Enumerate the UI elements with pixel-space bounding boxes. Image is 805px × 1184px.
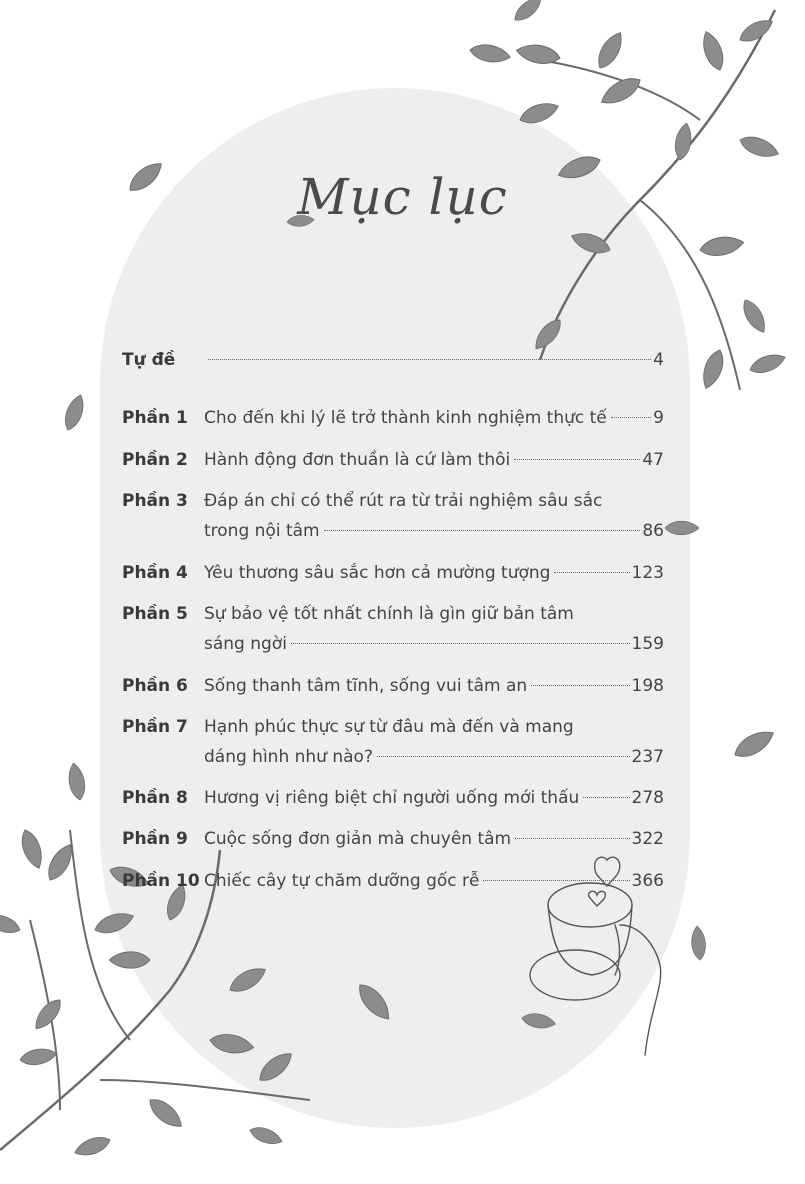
toc-title-cont: trong nội tâm [204, 521, 320, 541]
toc-line [204, 866, 664, 896]
toc-title: Hạnh phúc thực sự từ đâu mà đến và mang [204, 717, 574, 737]
toc-line [204, 629, 664, 659]
page-number: 278 [631, 788, 664, 808]
toc-label: Phần 7 [122, 717, 188, 737]
toc-line [204, 558, 664, 588]
page-number: 322 [631, 829, 664, 849]
toc-line [204, 783, 664, 813]
toc-line [204, 516, 664, 546]
toc-line [204, 824, 664, 854]
toc-line [204, 599, 664, 629]
page-number: 4 [653, 350, 664, 370]
page-number: 366 [631, 871, 664, 891]
page-number: 237 [631, 747, 664, 767]
leader-dots [208, 359, 651, 360]
leader-dots [554, 572, 629, 573]
page-number: 9 [653, 408, 664, 428]
toc-label: Phần 9 [122, 829, 188, 849]
toc-label: Phần 4 [122, 563, 188, 583]
leader-dots [291, 643, 630, 644]
leader-dots [377, 756, 630, 757]
toc-line [204, 445, 664, 475]
leader-dots [483, 880, 629, 881]
toc-line [204, 671, 664, 701]
toc-title-cont: sáng ngời [204, 634, 287, 654]
page-number: 198 [631, 676, 664, 696]
toc-title: Cho đến khi lý lẽ trở thành kinh nghiệm thực tế [204, 408, 607, 428]
leader-dots [324, 530, 641, 531]
toc-title: Sống thanh tâm tĩnh, sống vui tâm an [204, 676, 528, 696]
toc-title: Hương vị riêng biệt chỉ người uống mới thấu [204, 788, 580, 808]
leader-dots [515, 838, 629, 839]
toc-line [204, 712, 664, 742]
toc-line [204, 742, 664, 772]
page-number: 123 [631, 563, 664, 583]
toc-title: Đáp án chỉ có thể rút ra từ trải nghiệm sâu sắc [204, 491, 603, 511]
leader-dots [531, 685, 629, 686]
page-number: 159 [631, 634, 664, 654]
toc-line [204, 403, 664, 433]
toc-title-cont: dáng hình như nào? [204, 747, 373, 767]
toc-label: Phần 6 [122, 676, 188, 696]
toc-label: Phần 8 [122, 788, 188, 808]
toc-title: Chiếc cây tự chăm dưỡng gốc rễ [204, 871, 480, 891]
leader-dots [583, 797, 629, 798]
toc-title: Yêu thương sâu sắc hơn cả mường tượng [204, 563, 551, 583]
toc-title: Cuộc sống đơn giản mà chuyên tâm [204, 829, 512, 849]
toc-label: Phần 5 [122, 604, 188, 624]
toc-line [204, 345, 664, 375]
leader-dots [611, 417, 651, 418]
leader-dots [514, 459, 640, 460]
page-number: 47 [642, 450, 664, 470]
toc-title: Hành động đơn thuần là cứ làm thôi [204, 450, 511, 470]
page-title: Mục lục [297, 168, 508, 226]
toc-label: Phần 10 [122, 871, 200, 891]
toc-label: Phần 2 [122, 450, 188, 470]
toc-title: Sự bảo vệ tốt nhất chính là gìn giữ bản tâm [204, 604, 574, 624]
toc-label: Phần 1 [122, 408, 188, 428]
page-number: 86 [642, 521, 664, 541]
toc-label: Tự đề [122, 350, 176, 370]
toc-line [204, 486, 664, 516]
toc-label: Phần 3 [122, 491, 188, 511]
